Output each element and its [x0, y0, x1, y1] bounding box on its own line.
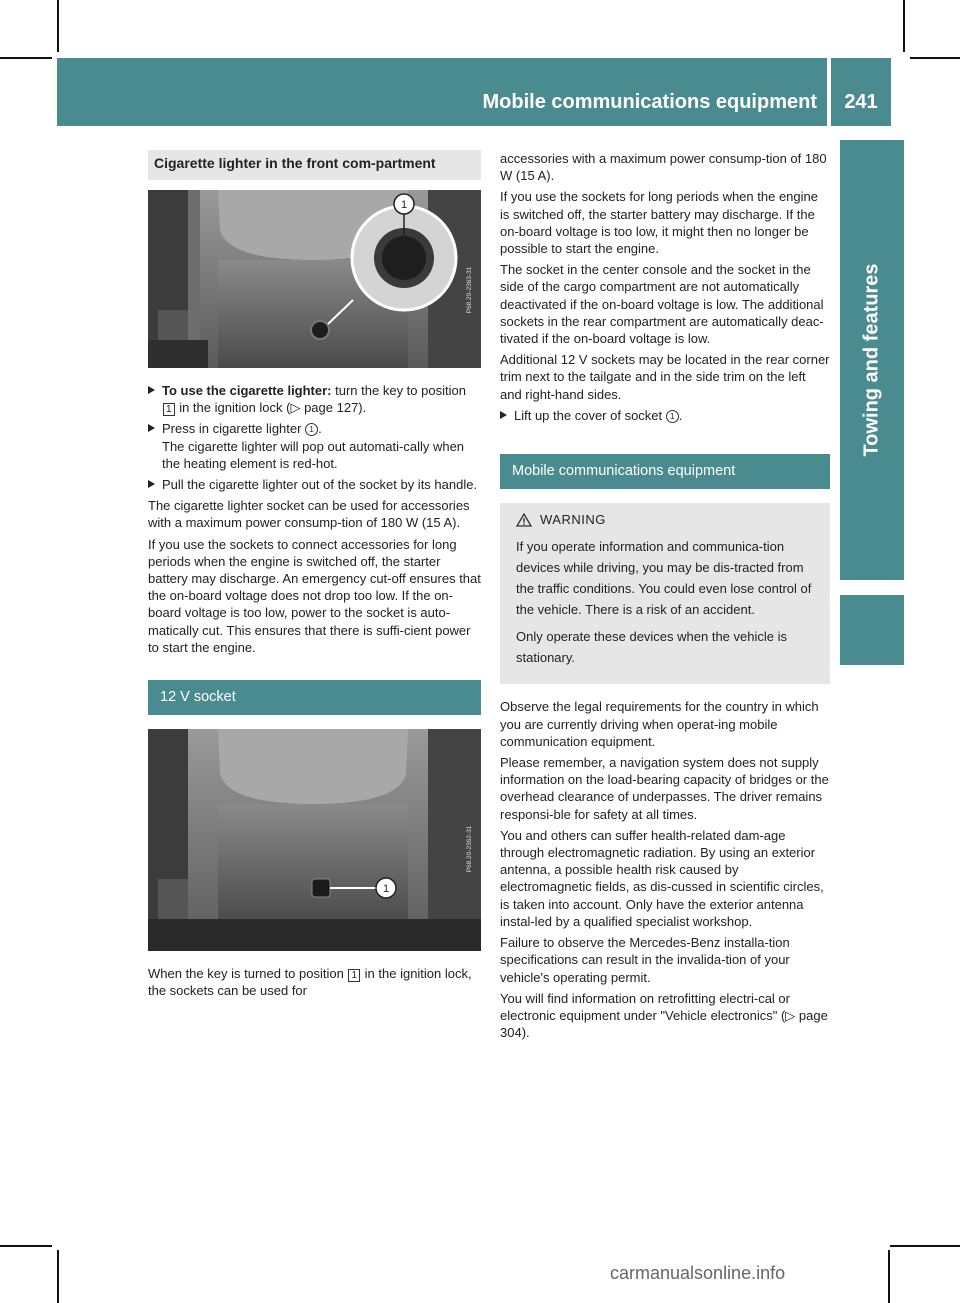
side-tab-marker: [840, 595, 904, 665]
body-paragraph: You and others can suffer health-related dam-age through electromagnetic radiation. By using an exterior antenna, a possible health risk caused by electromagnetic fields, as dis-cussed in scientific circles, is taken into account. Only have the exterior antenna instal-led by a qualified specialist workshop.: [500, 827, 824, 929]
body-paragraph: Please remember, a navigation system does not supply information on the load-bearing capacity of bridges or the overhead clearance of underpasses. The driver remains responsi-ble for safety at all times.: [500, 755, 829, 822]
left-column: [148, 150, 481, 1004]
step-text: turn the key to position: [335, 383, 466, 398]
warning-header: [516, 511, 816, 528]
12v-socket-photo: [148, 729, 481, 951]
crop-mark: [0, 57, 52, 59]
crop-mark: [903, 0, 905, 52]
watermark: carmanualsonline.info: [610, 1263, 786, 1283]
crop-mark: [890, 1245, 960, 1247]
body-paragraph: You will find information on retrofitting electri-cal or electronic equipment under "Vehicle electronics" (▷ page 304).: [500, 990, 828, 1041]
text-run: in the ignition lock, the sockets can be used for: [148, 966, 472, 999]
body-paragraph: Observe the legal requirements for the country in which you are currently driving when operat-ing mobile communication equipment.: [500, 699, 819, 749]
step-label: To use the cigarette lighter:: [162, 383, 332, 398]
warning-text: Only operate these devices when the vehicle is stationary.: [516, 629, 787, 666]
body-paragraph: The socket in the center console and the socket in the side of the cargo compartment are not automatically deactivated if the on-board voltage is low. The additional sockets in the rear compartment are automatically deac-tivated if the on-board voltage is low.: [500, 262, 824, 347]
instruction-step: [500, 407, 830, 424]
warning-box: [500, 503, 830, 684]
key-position-symbol: 1: [348, 969, 360, 982]
crop-mark: [57, 1250, 59, 1303]
body-paragraph: If you use the sockets for long periods when the engine is switched off, the starter battery may discharge. If the on-board voltage is too low, it might then no longer be possible to start the engine.: [500, 189, 818, 257]
warning-triangle-icon: [516, 513, 532, 527]
key-position-symbol: 1: [163, 403, 175, 416]
header-bar: [57, 58, 827, 126]
section-heading-12v-socket: 12 V socket: [148, 680, 481, 715]
callout-number: 1: [400, 199, 408, 211]
step-text: in the ignition lock (▷ page 127).: [179, 400, 367, 416]
section-side-tab-label: Towing and features: [860, 263, 883, 457]
body-paragraph: If you use the sockets to connect accessories for long periods when the engine is switched off, the starter battery may discharge. An emergency cut-off ensures that the on-board voltage does not drop too low. If the on-board voltage is too low, power to the socket is auto-matically cut. This ensures that there is suffi-cient power to start the engine.: [148, 536, 481, 655]
crop-mark: [57, 0, 59, 52]
step-text: .: [318, 421, 322, 437]
callout-number: 1: [382, 883, 390, 896]
body-paragraph: Additional 12 V sockets may be located in the rear corner trim next to the tailgate and in the side trim on the left and right-hand sides.: [500, 352, 830, 402]
crop-mark: [910, 57, 960, 59]
page-header-title: Mobile communications equipment: [482, 91, 817, 113]
body-paragraph: accessories with a maximum power consump-tion of 180 W (15 A).: [500, 151, 827, 184]
section-heading-cigarette-lighter: Cigarette lighter in the front com-partment: [148, 150, 481, 180]
step-text: .: [678, 407, 683, 423]
image-code: P68.20-2363-31: [466, 266, 473, 314]
crop-mark: [888, 1250, 890, 1303]
text-run: When the key is turned to position: [148, 966, 344, 982]
body-paragraph: The cigarette lighter socket can be used for accessories with a maximum power consump-tion of 180 W (15 A).: [148, 498, 470, 531]
callout-ref: 1: [666, 410, 679, 423]
crop-mark: [0, 1245, 52, 1247]
warning-label: WARNING: [540, 512, 606, 528]
instruction-step: [148, 420, 481, 472]
callout-ref: 1: [305, 423, 318, 436]
step-text: Lift up the cover of socket: [514, 407, 663, 423]
cigarette-lighter-photo: [148, 190, 481, 368]
step-text: Press in cigarette lighter: [162, 421, 302, 437]
instruction-step: Pull the cigarette lighter out of the socket by its handle.: [148, 476, 481, 493]
section-heading-mobile-comms: Mobile communications equipment: [500, 454, 830, 489]
body-paragraph: Failure to observe the Mercedes-Benz installa-tion specifications can result in the invalida-tion of your vehicle's operating permit.: [500, 935, 790, 985]
section-side-tab: [840, 140, 904, 580]
page-number: 241: [831, 58, 891, 126]
right-column: [500, 150, 830, 1045]
body-paragraph: [148, 965, 481, 999]
warning-text: If you operate information and communica-tion devices while driving, you may be dis-tracted from the traffic conditions. You could even lose control of the vehicle. There is a risk of an accident.: [516, 539, 812, 618]
step-result: The cigarette lighter will pop out automati-cally when the heating element is red-hot.: [162, 438, 465, 471]
instruction-step: [148, 382, 481, 416]
image-code: P68.20-2362-31: [466, 825, 473, 873]
